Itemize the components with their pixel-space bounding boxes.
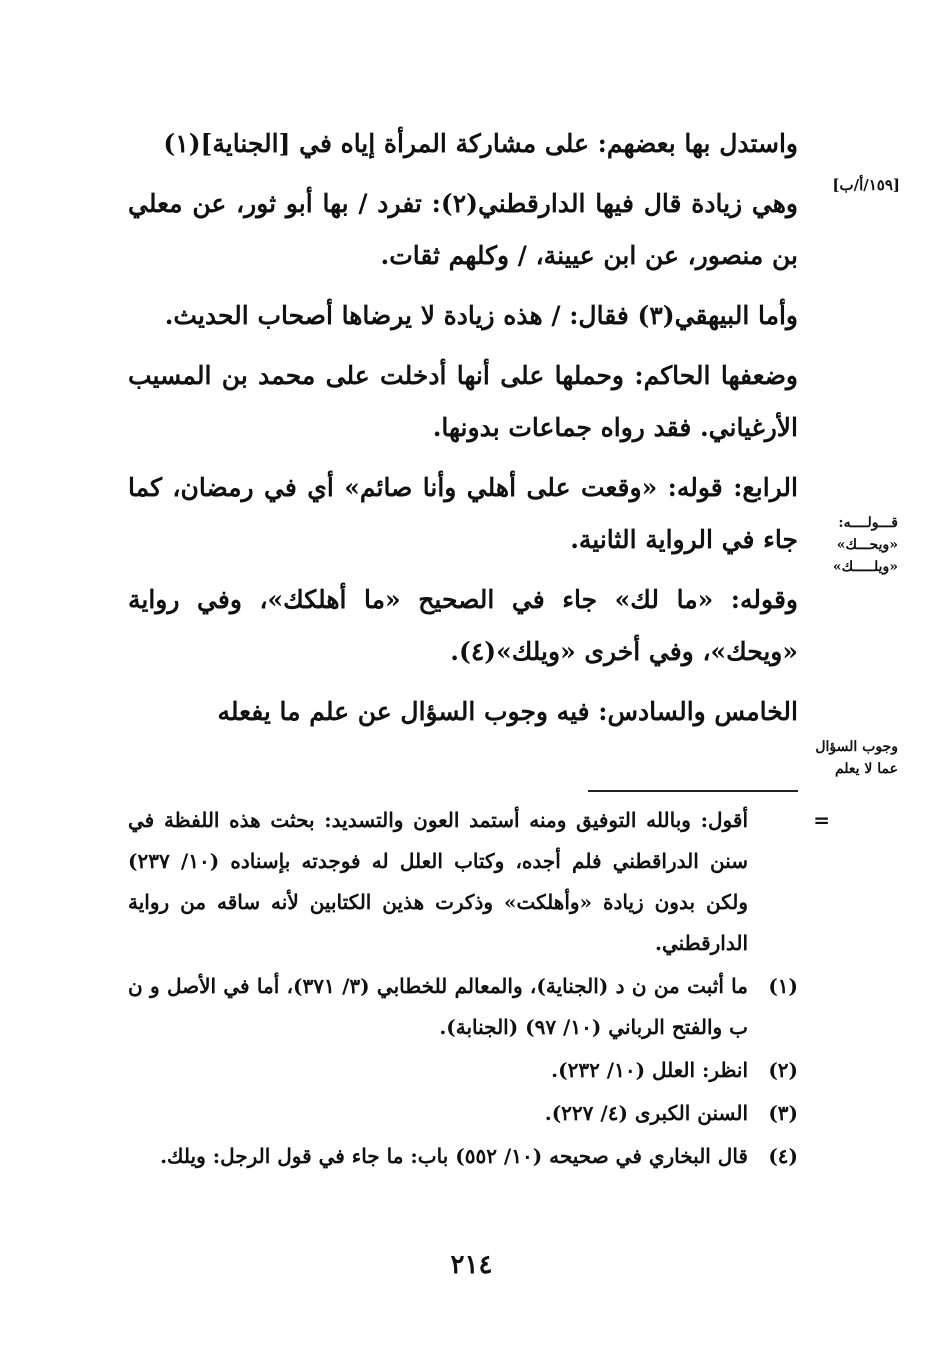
paragraph-6: وقوله: «ما لك» جاء في الصحيح «ما أهلكك»، وفي رواية «ويحك»، وفي أخرى «ويلك»(٤). [128, 585, 798, 666]
paragraph-5: الرابع: قوله: «وقعت على أهلي وأنا صائم» أي في رمضان، كما جاء في الرواية الثانية. [128, 473, 798, 554]
footnote-1 [128, 966, 798, 1048]
footnote-4 [128, 1136, 798, 1177]
footnote-text: انظر: العلل (١٠/ ٢٣٢). [551, 1058, 748, 1082]
margin-note-wayhak: قـــولــــه: «ويحـــك» «ويلـــــك» [832, 515, 898, 575]
footnotes [128, 800, 830, 1179]
folio-marker: [١٥٩/أ/ب] [832, 176, 900, 194]
continuation-marker: = [813, 808, 830, 832]
paragraph-3: وأما البيهقي(٣) فقال: / هذه زيادة لا يرضاها أصحاب الحديث. [164, 301, 798, 330]
footnote-separator [588, 790, 798, 792]
footnote-3 [128, 1093, 798, 1134]
footnote-number: (٣) [768, 1101, 798, 1125]
footnote-text: السنن الكبرى (٤/ ٢٢٧). [544, 1101, 748, 1125]
paragraph-2: وهي زيادة قال فيها الدارقطني(٢): تفرد / بها أبو ثور، عن معلي بن منصور، عن ابن عيينة، / وكلهم ثقات. [128, 189, 798, 270]
footnote-text: ما أثبت من ن د (الجناية)، والمعالم للخطابي (٣/ ٣٧١)، أما في الأصل و ن ب والفتح الرباني (١٠/ ٩٧) (الجنابة). [128, 974, 748, 1039]
page-number: ٢١٤ [450, 1250, 493, 1280]
footnote-continuation [128, 800, 830, 964]
main-text [128, 118, 798, 746]
footnote-number: (١) [768, 974, 798, 998]
paragraph-7: الخامس والسادس: فيه وجوب السؤال عن علم ما يفعله [217, 697, 798, 726]
footnote-2 [128, 1050, 798, 1091]
footnote-text: قال البخاري في صحيحه (١٠/ ٥٥٢) باب: ما جاء في قول الرجل: ويلك. [160, 1144, 748, 1168]
footnote-number: (٤) [768, 1144, 798, 1168]
footnote-number: (٢) [768, 1058, 798, 1082]
margin-note-wujub: وجوب السؤال عما لا يعلم [815, 739, 898, 777]
continuation-text: أقول: وبالله التوفيق ومنه أستمد العون والتسديد: بحثت هذه اللفظة في سنن الدراقطني فلم أجده، وكتاب العلل له فوجدته بإسناده (١٠/ ٢٣٧) ولكن بدون زيادة «وأهلكت» وذكرت هذين الكتابين لأنه ساقه من رواية الدارقطني. [128, 808, 748, 955]
paragraph-4: وضعفها الحاكم: وحملها على أنها أدخلت على محمد بن المسيب الأرغياني. فقد رواه جماعات بدونها. [128, 361, 798, 442]
paragraph-1: واستدل بها بعضهم: على مشاركة المرأة إياه في [الجناية](١) [163, 129, 798, 158]
